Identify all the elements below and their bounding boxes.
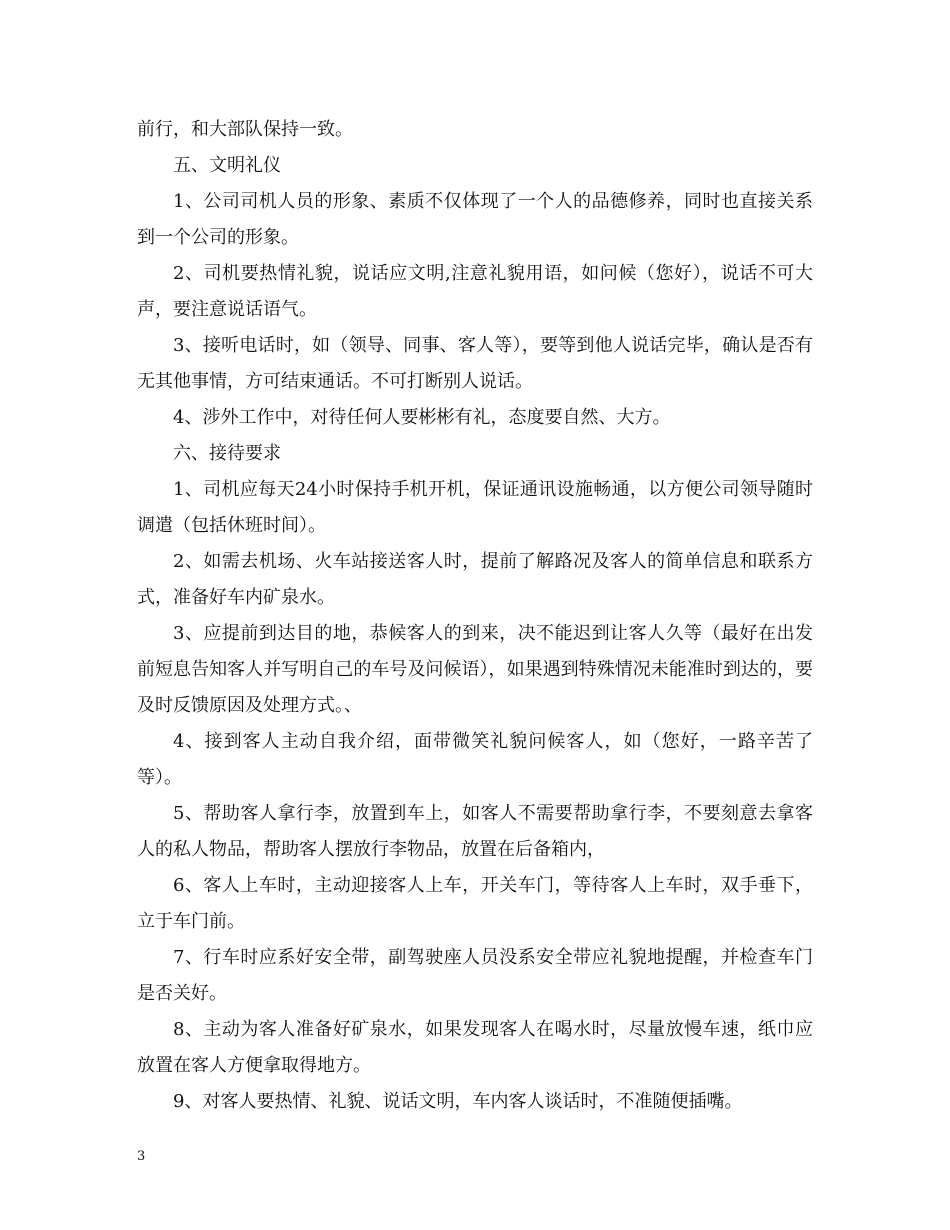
paragraph-continuation: 前行，和大部队保持一致。: [137, 119, 353, 140]
section-heading-etiquette: 五、文明礼仪: [173, 155, 281, 176]
paragraph: 1、公司司机人员的形象、素质不仅体现了一个人的品德修养，同时也直接关系到一个公司的形象。: [137, 191, 813, 248]
paragraph: 7、行车时应系好安全带，副驾驶座人员没系安全带应礼貌地提醒，并检查车门是否关好。: [137, 947, 813, 1004]
paragraph: 4、涉外工作中，对待任何人要彬彬有礼，态度要自然、大方。: [173, 407, 671, 428]
section-heading-reception: 六、接待要求: [173, 443, 281, 464]
document-body: [137, 112, 813, 1120]
page-number: 3: [137, 1149, 146, 1164]
paragraph: 6、客人上车时，主动迎接客人上车，开关车门，等待客人上车时，双手垂下，立于车门前。: [137, 875, 813, 932]
paragraph: 3、应提前到达目的地，恭候客人的到来，决不能迟到让客人久等（最好在出发前短息告知客人并写明自己的车号及问候语），如果遇到特殊情况未能准时到达的，要及时反馈原因及处理方式。、: [137, 623, 813, 716]
paragraph: 9、对客人要热情、礼貌、说话文明，车内客人谈话时，不准随便插嘴。: [173, 1091, 743, 1112]
paragraph: 5、帮助客人拿行李，放置到车上，如客人不需要帮助拿行李，不要刻意去拿客人的私人物品，帮助客人摆放行李物品，放置在后备箱内，: [137, 803, 813, 860]
paragraph: 4、接到客人主动自我介绍，面带微笑礼貌问候客人，如（您好，一路辛苦了等）。: [137, 731, 813, 788]
paragraph: 1、司机应每天24小时保持手机开机，保证通讯设施畅通，以方便公司领导随时调遣（包括休班时间）。: [137, 479, 813, 536]
paragraph: 3、接听电话时，如（领导、同事、客人等），要等到他人说话完毕，确认是否有无其他事情，方可结束通话。不可打断别人说话。: [137, 335, 813, 392]
paragraph: 2、司机要热情礼貌，说话应文明,注意礼貌用语，如问候（您好），说话不可大声，要注意说话语气。: [137, 263, 813, 320]
paragraph: 2、如需去机场、火车站接送客人时，提前了解路况及客人的简单信息和联系方式，准备好车内矿泉水。: [137, 551, 813, 608]
paragraph: 8、主动为客人准备好矿泉水，如果发现客人在喝水时，尽量放慢车速，纸巾应放置在客人方便拿取得地方。: [137, 1019, 813, 1076]
